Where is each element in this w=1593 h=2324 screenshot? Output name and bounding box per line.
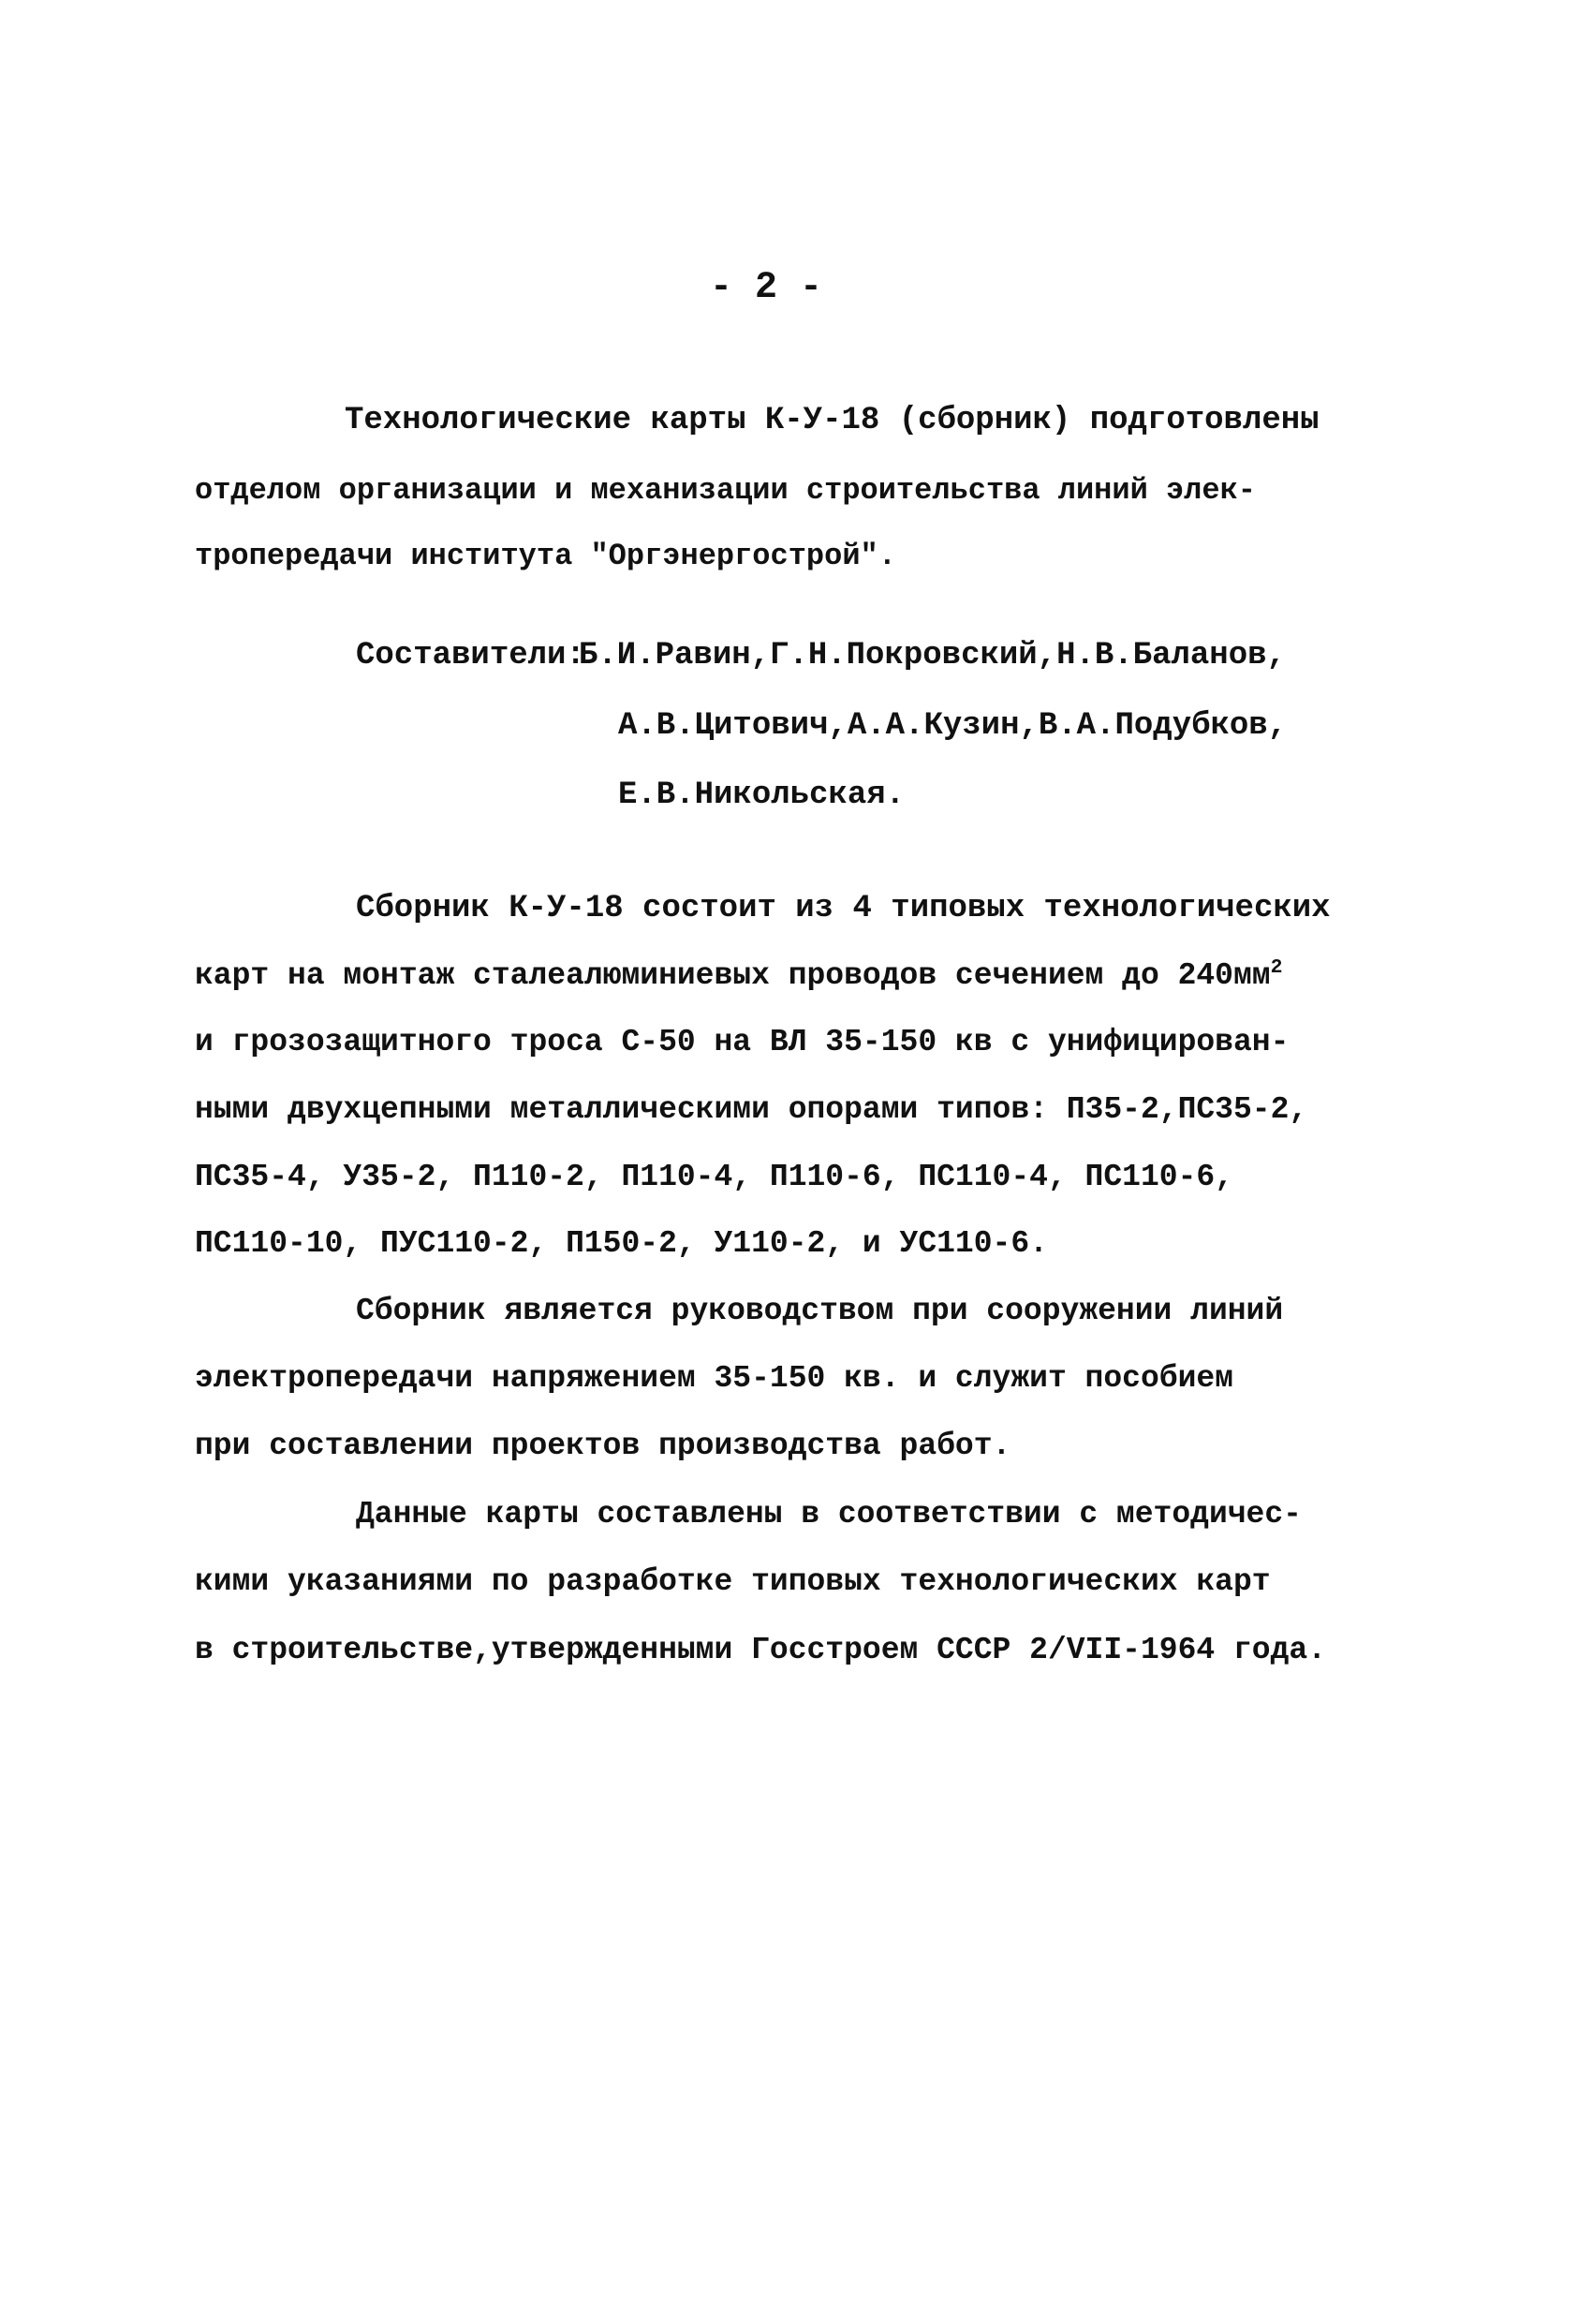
text-line: и грозозащитного троса С-50 на ВЛ 35-150 кв с унифицирован- — [195, 1025, 1290, 1059]
text-line: в строительстве,утвержденными Госстроем СССР 2/VII-1964 года. — [195, 1633, 1326, 1667]
text-line: Технологические карты К-У-18 (сборник) подготовлены — [345, 403, 1320, 438]
text-line: отделом организации и механизации строительства линий элек- — [195, 473, 1256, 508]
text-line: ПС110-10, ПУС110-2, П150-2, У110-2, и УС110-6. — [195, 1226, 1048, 1261]
text-line: Данные карты составлены в соответствии с методичес- — [356, 1497, 1302, 1532]
superscript: 2 — [1270, 956, 1283, 979]
authors-line: Е.В.Никольская. — [618, 777, 906, 813]
text-line: при составлении проектов производства работ. — [195, 1428, 1011, 1463]
authors-line: Б.И.Равин,Г.Н.Покровский,Н.В.Баланов, — [579, 638, 1286, 674]
page-number: - 2 - — [710, 267, 823, 309]
text-span: карт на монтаж сталеалюминиевых проводов сечением до 240мм — [195, 958, 1271, 993]
authors-label: Составители: — [356, 638, 585, 674]
text-line: Сборник К-У-18 состоит из 4 типовых технологических — [356, 891, 1331, 926]
text-line: кими указаниями по разработке типовых технологических карт — [195, 1564, 1271, 1599]
text-line: Сборник является руководством при сооружении линий — [356, 1294, 1284, 1328]
text-line — [195, 956, 1283, 993]
authors-line: А.В.Цитович,А.А.Кузин,В.А.Подубков, — [618, 708, 1288, 744]
text-line: ПС35-4, У35-2, П110-2, П110-4, П110-6, ПС110-4, ПС110-6, — [195, 1160, 1233, 1194]
text-line: ными двухцепными металлическими опорами типов: П35-2,ПС35-2, — [195, 1092, 1308, 1127]
text-line: тропередачи института "Оргэнергострой". — [195, 539, 896, 573]
text-line: электропередачи напряжением 35-150 кв. и служит пособием — [195, 1361, 1233, 1396]
